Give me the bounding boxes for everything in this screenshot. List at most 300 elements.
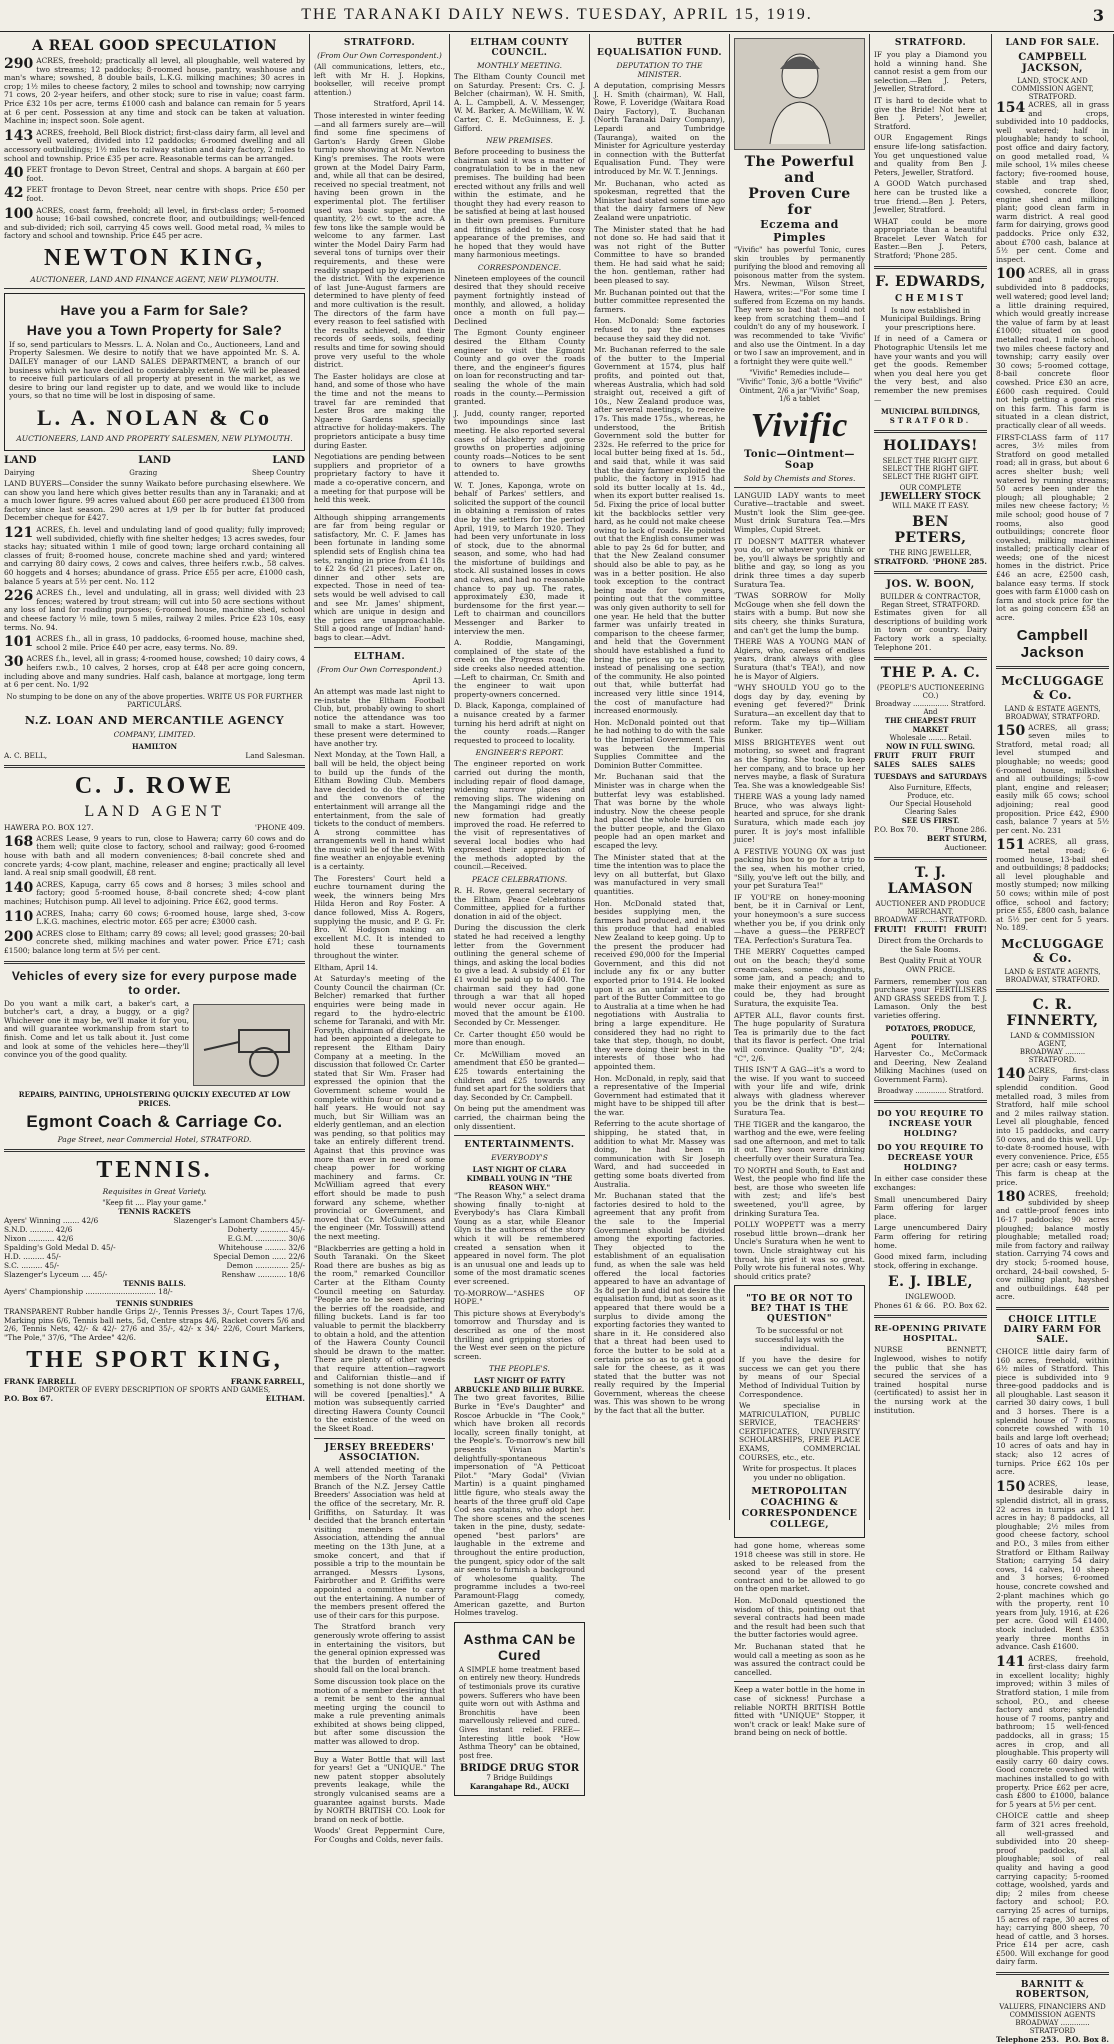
column-3: [450, 34, 590, 1792]
sport-footer: [4, 1394, 305, 1403]
racket-cell: Spalding's Gold Medal D. 45/-: [4, 1242, 116, 1252]
mccluggage-title-2: McCLUGGAGE & Co.: [1001, 936, 1104, 965]
china-advert: [314, 514, 445, 643]
balls-heading: TENNIS BALLS.: [123, 1278, 186, 1288]
peters-title: BEN PETERS,: [894, 514, 967, 547]
racket-cell: Demon .............. 25/-: [226, 1260, 305, 1270]
paragraph: THERE WAS a young lady named Bruce, who was always light-hearted and spruce, for she drank Suratura, which made each joy purer. It is joy's most infallible juice!: [734, 792, 865, 845]
lamason-fruit: FRUIT!: [914, 924, 947, 935]
holidays-will: WILL MAKE IT EASY.: [892, 502, 969, 511]
land-list: [4, 526, 305, 690]
paragraph: Mr. Buchanan pointed out that the butter committee represented the farmers.: [594, 287, 725, 314]
listing-text: ACRES f.h., all in grass, 10 paddocks, 6-roomed house, machine shed, school 2 mile. Price £40 per acre, easy terms. No. 89.: [36, 634, 305, 652]
stratford-correspondent: (From Our Own Correspondent.): [317, 51, 442, 60]
paragraph: Buy a Water Bottle that will last for years! Get a "UNIQUE." The new patent stopper absolutely prevents leakage, while the strongly vulcanised seams are a guarantee against bursts. Made by NORTH BRITISH CO. Look for brand on neck of bottle.: [314, 1754, 445, 1824]
listing-number: 290: [4, 56, 34, 72]
paragraph: An attempt was made last night to re-instate the Eltham Football Club, but, probably owing to short notice the attendance was too small to make a start. However, these present were determined to have another try.: [314, 687, 445, 748]
paragraph: Eltham, April 14.: [314, 962, 379, 972]
listing-item: [996, 1190, 1109, 1302]
mccluggage-address: BROADWAY, STRATFORD.: [1005, 712, 1100, 721]
vivific-heading-1: The Powerful and: [744, 154, 855, 186]
paragraph: THE MERRY Coquettes camped out on the beach; they'd some cream-cakes, some doughnuts, some jam, and a peach; and to make their enjoyment as sure as could be, they had brought Suratura, the exquisite Tea.: [734, 947, 865, 1008]
nolan-ad: [4, 293, 305, 451]
asthma-text: A SIMPLE home treatment based on entirely new theory. Hundreds of testimonials prove its curative powers. Sufferers who have been quite worn out with Asthma and Bronchitis have been marvellously relieved and cured. Gives instant relief. FREE—Interesting little book "How Asthma Theory" can be obtained, post free.: [459, 1665, 580, 1760]
jersey-paragraphs: [314, 1466, 445, 1747]
pac-fruit-row: [874, 751, 987, 769]
paragraph: The engineer reported on work carried out during the month, including repair of flood damage, widening narrow places and removing slips. The widening on the Mangamingi ridge and the new formation had greatly improved the road. He referred to the visit of representatives of several local bodies who had expressed their appreciation of the methods adopted by the council.—Received.: [454, 759, 585, 872]
paragraph: 'TWAS SORROW for Molly McGouge when she fell down the stairs with a bump. But now she sits cheery, she thinks Suratura, and can't get the lump the bump.: [734, 591, 865, 635]
paragraph: A GOOD Watch purchased here can be trusted like a true friend.—Ben J. Peters, Jeweller, Stratford.: [874, 179, 987, 215]
rackets-heading: TENNIS RACKETS: [118, 1206, 191, 1216]
paragraph: "The Reason Why," a select drama showing finally to-night at Everybody's has Clara Kimball Young as a star, while Eleanor Glyn is the authoress of the story which it will be remembered created a sensation when it appeared in novel form. The plot is an unusual one and leads up to some of the most dramatic scenes ever screened.: [454, 1191, 585, 1287]
pac-title: THE P. A. C.: [880, 665, 981, 682]
racket-cell: Renshaw ............ 18/6: [221, 1269, 305, 1279]
listing-text: ACRES, coast farm, freehold; all level, in first-class order; 5-roomed house; 16-bail cowshed, concrete floor, and outbuildings; well-fenced and sub-divided; rich soil, carrying 45 cows well. Good metal road, ¾ miles to factory and school and township. Price £45 per acre.: [4, 205, 305, 241]
masthead: [0, 0, 1114, 32]
listing-item: [4, 129, 305, 163]
speculation-list: [4, 57, 305, 241]
jewel-adverts: [874, 51, 987, 261]
listing-item: [4, 635, 305, 652]
pac-wholesale: Wholesale ........ Retail.: [889, 734, 972, 743]
boon-text: Estimates given for all descriptions of building work in town or country. Dairy Factory work a specialty. Telephone 201.: [874, 608, 987, 652]
boon-subtitle: BUILDER & CONTRACTOR,: [880, 593, 981, 602]
pac-bert: BERT STURM,: [926, 834, 987, 844]
peters-footer: [874, 557, 987, 566]
nzloan-place: HAMILTON: [131, 741, 178, 751]
council-present: [454, 73, 585, 133]
listing-number: 143: [4, 127, 34, 144]
paragraph: A well attended meeting of the members of the North Taranaki Branch of the N.Z. Jersey Cattle Breeders' Association was held at the office of the secretary, Mr. R. Griffiths, on Saturday. It was decided that the branch entertain visiting members of the Association, attending the annual meeting on the 13th June, at a smoke concert, and that if possible a trip to the mountain be arranged. Messrs Lysons, Fairbrother and P. Griffiths were appointed a committee to carry out the entertaining. A number of the members present offered the use of their cars for this purpose.: [314, 1464, 445, 1620]
listing-item: [996, 1480, 1109, 1652]
hospital-text: NURSE BENNETT, Inglewood, wishes to notify the public that she has secured the services of a trained hospital nurse (certificated) to assist her in the nursing work at the institution.: [874, 1345, 987, 1415]
pac-fruit: FRUIT SALES: [949, 751, 976, 770]
edwards-address-2: STRATFORD.: [889, 416, 972, 426]
listing-number: 100: [4, 205, 34, 222]
divider: [314, 647, 445, 648]
sport-owners: [4, 1377, 305, 1386]
paragraph: Those interested in winter feeding—and all farmers surely are—will find some fine specimens of Garton's Hardy Green Globe turnip now showing at Mr. Newton King's premises. The roots were grown at the Model Dairy Farm, and, while all that can be desired, received no special treatment, not having been grown in the experimental plot. The fertiliser used was basic super, and the quantity, 2½ cwt. to the acre. A few tons like the sample would be welcome to any farmer. Last winter the Model Dairy Farm had several tons of turnips over their requirements, and these were readily snapped up by dairymen in the district. With the experience of last June-August farmers are determined to have plenty of feed and more cultivation is the result. The directors of the farm have every reason to feel satisfied with the results achieved, and their records of seeds, soils, feeding results and time for sowing should prove very useful to the whole district.: [314, 110, 445, 370]
newton-king-subtitle: AUCTIONEER, LAND AND FINANCE AGENT, NEW PLYMOUTH.: [30, 274, 279, 284]
holidays-line: SELECT THE RIGHT GIFT.: [882, 473, 979, 482]
college-name: METROPOLITAN COACHING & CORRESPONDENCE COLLEGE,: [741, 1486, 858, 1531]
racket-row: [4, 1252, 305, 1261]
ible-title: E. J. IBLE,: [888, 1274, 973, 1291]
listing-number: 150: [996, 1478, 1026, 1495]
ible-box: P.O. Box 62.: [942, 1301, 987, 1311]
sport-king-title: THE SPORT KING,: [26, 1346, 283, 1373]
divider: [874, 430, 987, 433]
entertainments-heading: ENTERTAINMENTS.: [464, 1140, 575, 1151]
listing-item: [4, 57, 305, 126]
racket-row: [4, 1234, 305, 1243]
nolan-question-2: Have you a Town Property for Sale?: [26, 321, 283, 338]
holidays-line: SELECT THE RIGHT GIFT.: [882, 457, 979, 466]
paragraph: At Saturday's meeting of the County Council the chairman (Cr. Belcher) remarked that further enquiries were being made in regard to the hydro-electric scheme for Taranaki, and with Mr. Forsyth, chairman of directors, he had been appointed a delegate to represent the Eltham Dairy Company at a meeting. In the discussion that followed Cr. Carter stated that Sir Wm. Fraser had expressed the opinion that the Government scheme would be complete within four or four and a half years. He would not say much, but Sir William was an elderly gentleman, and an election was pending, so that politics may take an entirely different trend. Against that this province was more than ever in need of some cheap power for working machinery and farms. Cr. McWilliam agreed that every effort should be made to push forward any scheme, whether provincial or Government, and moved that Cr. McGuinness and the engineer (Mr. Tosswill) attend the next meeting.: [314, 974, 445, 1241]
divider: [996, 666, 1109, 669]
listing-item: [4, 207, 305, 241]
pac-day: SATURDAYS: [938, 772, 987, 782]
listing-text: ACRES, lease, desirable dairy in splendid district, all in grass, 22 acres in turnips and 12 acres in hay; 8 paddocks, all ploughable; 2½ miles from good cheese factory, school and P.O., 3 miles from either Stratford or Eltham Railway Station; carrying 54 dairy cows, 14 calves, 10 sheep and 3 horses; 6-roomed house, concrete cowshed and 2-plant machines which go with the property, rent 10 years from July, 1916, at £26 per acre. Good will £1400, stock included. Rent £353 yearly three months in advance. Cash £1600.: [996, 1478, 1109, 1652]
vivific-logo: Vivific: [750, 406, 849, 444]
paragraph: Referring to the acute shortage of shipping, he stated that, in addition to what Mr. Massey was doing, he had been in communication with Sir Joseph Ward, and had succeeded in getting some boats diverted from Australia.: [594, 1119, 725, 1189]
lamason-subtitle: AUCTIONEER AND PRODUCE MERCHANT.: [875, 900, 986, 917]
racket-row: [4, 1216, 305, 1225]
paragraph: OUR Engagement Rings ensure life-long satisfaction. You get unquestioned value and quality from Ben J. Peters, Jeweller, Stratford.: [874, 133, 987, 177]
racket-cell: Ayers' Winning ....... 42/6: [4, 1215, 99, 1225]
paragraph: Hon. McDonald pointed out that he had nothing to do with the sale to the Imperial Government. This was between the Imperial Supplies Committee and the Dominion Butter Committee.: [594, 717, 725, 770]
column-4: [590, 34, 730, 1520]
sport-right: FRANK FARRELL,: [230, 1376, 305, 1386]
listing-number: 101: [4, 634, 34, 651]
listing-text: ACRES, all in grass and crops, subdivided into 10 paddocks, well watered; half in ploughable; handy to school, post office and dairy factory, on good metalled road, ¼ mile school, 1¼ miles cheese factory; five-roomed house, stable and trap shed, cowshed, concrete floor, engine shed and milking plant; good clean farm in warm district. A real good farm for dairying, grows good paddocks. Price only £32, about £700 cash, balance at 5½ per cent. Come and inspect.: [996, 100, 1109, 264]
increase-heading: DO YOU REQUIRE TO INCREASE YOUR HOLDING?: [877, 1108, 984, 1139]
more-farms-list: [996, 1480, 1109, 1967]
paragraph: Next Monday, at the Town Hall, a ball will be held, the object being to build up the funds of the Eltham Bowling Club. Members have decided to do the catering and the convenors of the entertainment will arrange all the entertainment, from the sale of tickets to the conduct of members. A strong committee has arrangements well in hand whilst the music will be of the best. With fine weather an enjoyable evening is a certainty.: [314, 750, 445, 872]
page-number: 3: [1092, 6, 1104, 25]
peters-phone: 'PHONE 285.: [932, 557, 987, 567]
finnerty-list: [996, 1067, 1109, 1302]
racket-cell: Nixon ........... 42/6: [4, 1233, 74, 1243]
divider: [734, 487, 865, 488]
peace-subheading: PEACE CELEBRATIONS.: [471, 875, 568, 885]
col6-heading: STRATFORD.: [894, 38, 967, 48]
paragraph: Large unencumbered Dairy Farm offering for retiring home.: [874, 1223, 987, 1250]
listing-number: 110: [4, 908, 34, 925]
racket-row: [4, 1243, 305, 1252]
mccluggage-title: McCLUGGAGE & Co.: [1001, 673, 1104, 702]
eltham-heading: ELTHAM.: [353, 651, 406, 662]
edwards-title: F. EDWARDS,: [875, 273, 986, 290]
column-6: [870, 34, 992, 1520]
divider: [874, 266, 987, 269]
listing-text: ACRES, all in grass and crops; subdivided into 8 paddocks, well watered; good level land; a little draining required, which would greatly increase the value of farm by at least £1000; situated on good metalled road, 1 mile school, two miles cheese factory and township; carry easily over 30 cows; 5-roomed cottage, 8-bail concrete floor cowshed. Price £30 an acre, £600 cash required. Could not help getting a good rise on this farm. This farm is situated in a clean district, practically clear of all weeds.: [996, 266, 1109, 430]
cart-illustration: [193, 1004, 305, 1086]
land-buyers-text: LAND BUYERS—Consider the sunny Waikato before purchasing elsewhere. We can show you land here which gives better results than any in Taranaki; and at a much lower figure. 99 acres valued about £60 per acre produced £1300 from factory since last season. 290 acres at 1/9 per lb for butter fat produced December cheque for £427.: [4, 479, 305, 523]
butter-tail-paragraphs: [734, 1542, 865, 1677]
listing-item: [996, 267, 1109, 430]
rowe-phone: 'PHONE 409.: [254, 822, 305, 832]
tobe-text-3: We specialise in MATRICULATION, PUBLIC SERVICE, TEACHERS' CERTIFICATES, UNIVERSITY SCHOLARSHIPS, FREE PLACE EXAMS, COMMERCIAL COURSES, etc., etc.: [739, 1401, 860, 1462]
paragraph: Hon. McDonald: Some factories refused to pay the expenses because they said they did not.: [594, 316, 725, 343]
paragraph: A deputation, comprising Messrs J. H. Smith (chairman), W. Hall, Rowe, F. Loveridge (Waitara Road Dairy Factory), T. Buchanan (North Taranaki Dairy Company), Lepardi and Tumbridge (Tauranga), waited on the Minister for Agriculture yesterday in connection with the Butterfat Equalisation Fund. They were introduced by Mr. W. T. Jennings.: [594, 81, 725, 176]
rowe-contact: [4, 823, 305, 832]
tennis-subtitle: Requisites in Great Variety.: [102, 1186, 207, 1196]
paragraph: Mr. Buchanan referred to the sale of the butter to the Imperial Government at 1574, plus half profits, and pointed out that, whereas Australia, which had sold straight out, received a gift of 10s., New Zealand produce was, after several meetings, to receive 17s. This made 175s., whereas, he understood, the British Government sold the butter for 232s. He referred to the price for local butter being fixed at 1s. 5d., and said that, while it was said that the dairy farmer exploited the public, the factory in 1915 had sold its butter locally at 1s. 4d., when its export butter realised 1s. 5d. Fixing the price of local butter kit the backblocks settler very hard, as he could not make cheese owing to lack of roads. He pointed out that the English consumer was able to pay 2s 6d for butter, and that the New Zealand consumer should also be able to pay, as he was in a better position. He also took exception to the contract being made for two years, pointing out that the committee was only given authority to sell for one year. He held that the butter farmer was unfairly treated in comparison to the cheese farmer, and held that the Government should have established a fund to bring the prices up to a parity, instead of penalising one section of the community. He also pointed out that, while butterfat had increased very little since 1914, the cost of manufacture had increased enormously.: [594, 345, 725, 716]
edwards-address-1: MUNICIPAL BUILDINGS,: [880, 407, 981, 417]
mccluggage-address-2: BROADWAY, STRATFORD.: [1005, 975, 1100, 984]
peace-paragraphs: [454, 887, 585, 1131]
nzloan-right: Land Salesman.: [245, 750, 305, 760]
listing-number: 141: [996, 1653, 1026, 1670]
tobe-title: "TO BE OR NOT TO BE? THAT IS THE QUESTION": [746, 1294, 853, 1325]
listing-item: [996, 434, 1109, 623]
listing-number: 154: [996, 100, 1026, 116]
divider: [996, 1307, 1109, 1310]
pac-special: Our Special Household Clearing Sales: [889, 800, 972, 817]
paragraph: Cr. McWilliam moved an amendment that £50 be granted—£25 towards entertaining the children and £25 towards any fund set apart for the soldiers that day. Seconded by Cr. Campbell.: [454, 1049, 585, 1102]
listing-item: [996, 101, 1109, 264]
paragraph: D. Black, Kaponga, complained of a nuisance created by a farmer turning his herd adrift at night on the county roads.—Ranger requested to proceed to locality.: [454, 701, 585, 745]
paragraph: J. Judd, county ranger, reported two impoundings since last meeting. He also reported several cases of blackberry and gorse growths on properties adjoining county roads—Notices to be sent to owners to have growths attended to.: [454, 408, 585, 478]
finnerty-address: BROADWAY ......... STRATFORD.: [1019, 1047, 1086, 1064]
sundries-heading: TENNIS SUNDRIES: [115, 1299, 194, 1309]
lamason-potatoes: POTATOES, PRODUCE, POULTRY.: [885, 1023, 976, 1042]
paragraph: Mr. Buchanan stated that he would call a meeting as soon as he was assured the contract could be cancelled.: [734, 1641, 865, 1677]
holidays-stock: JEWELLERY STOCK: [880, 492, 981, 503]
eltham-date: April 13.: [412, 675, 445, 685]
land-word: LAND: [272, 455, 305, 467]
masthead-title: THE TARANAKI DAILY NEWS. TUESDAY, APRIL 15, 1919.: [301, 6, 813, 23]
peoples-title: LAST NIGHT OF FATTY ARBUCKLE AND BILLIE BURKE.: [454, 1376, 585, 1395]
listing-text: ACRES, Inaha; carry 60 cows; 6-roomed house, large shed, 3-cow L.K.G. machines, electric motor. £65 per acre; £3000 cash.: [36, 908, 305, 927]
paragraph: This picture shows at Everybody's tomorrow and Thursday and is described as one of the most thrilling and gripping stories of the West ever seen on the picture screen.: [454, 1308, 585, 1361]
boon-address: Regan Street, STRATFORD.: [881, 601, 980, 610]
stratford-note: (All communications, letters, etc., left with Mr H. J. Hopkins, bookseller, will receive prompt attention.): [314, 63, 445, 97]
racket-row: [4, 1270, 305, 1279]
asthma-address-2: Karangahape Rd., AUCKI: [469, 1782, 570, 1792]
eltham-correspondent: (From Our Own Correspondent.): [317, 664, 442, 674]
finnerty-subtitle: LAND & COMMISSION AGENT,: [1010, 1031, 1095, 1048]
pac-subtitle: (PEOPLE'S AUCTIONEERING CO.): [876, 684, 985, 701]
pac-auct-row: [874, 843, 987, 852]
pac-fruit: FRUIT SALES: [874, 751, 900, 770]
ible-subtitle: INGLEWOOD.: [905, 1293, 956, 1302]
sport-town: ELTHAM.: [265, 1393, 305, 1403]
vivific-tagline: Tonic—Ointment—Soap: [744, 448, 855, 471]
pac-see: SEE US FIRST.: [901, 816, 960, 826]
listing-number: 42: [4, 185, 24, 202]
listing-text: FEET frontage to Devon Street, near centre with shops. Price £50 per foot.: [26, 185, 305, 203]
racket-cell: Whitehouse ......... 32/6: [218, 1242, 305, 1252]
pac-cheapest: THE CHEAPEST FRUIT MARKET: [884, 716, 977, 735]
listing-item: [4, 166, 305, 183]
tobe-ad: [734, 1285, 865, 1538]
listing-item: [4, 655, 305, 689]
paragraph: Although shipping arrangements are far from being regular or satisfactory, Mr. C. F. James has been fortunate in landing some splendid sets of English china tea sets, ranging in price from £1 18s to £2 2s 6d (21 pieces). Later on, dinner and other sets are expected. Those in need of tea-sets would be well advised to call and see Mr. James' shipment, which are unique in design and the prices are unapproachable. Still a good range of Indian' hand-bags to clear.—Advt.: [314, 512, 445, 642]
cj-subtitle: LAND, STOCK AND COMMISSION AGENT, STRATFORD.: [1011, 77, 1094, 101]
nolan-subtitle: AUCTIONEERS, LAND AND PROPERTY SALESMEN, NEW PLYMOUTH.: [16, 434, 293, 444]
land-type: Dairying: [4, 469, 35, 478]
newton-king-title: NEWTON KING,: [44, 244, 265, 271]
lamason-fruit: FRUIT!: [954, 924, 987, 935]
paragraph: MISS BRIGHTEYES went out motoring, so sweet and fragrant as the Spring. She took, to keep her company, and to brace up her nerves maybe, a flask of Suratura Tea. She was a knowledgeable Sis!: [734, 737, 866, 790]
paragraph: POLLY WOPPETT was a merry rosebud little brown—drank her Uncle's Suratura when he went to town. Uncle straightway cut his throat, his grief it was so great. Polly wrote his funeral notes. Why should critics prate?: [734, 1220, 865, 1281]
column-2-adverts: [314, 1756, 445, 1845]
divider: [996, 989, 1109, 992]
water-bottle-ad: Keep a water bottle in the home in case of sickness! Purchase a reliable NORTH BRITISH Bottle fitted with "UNIQUE" Stopper, it won't crack or leak! Make sure of brand being on neck of bottle.: [734, 1685, 865, 1738]
listing-text: ACRES, first-class Dairy Farms, in splendid condition. Good metalled road, 3 miles from Stratford, half mile school and 2 miles railway station. Level all ploughable, fenced into 15 paddocks, and carry 50 cows, and do this well. Up-to-date 8-roomed house, with every convenience. Price, £55 per acre; cash or easy terms. This farm is cheap at the price.: [996, 1065, 1109, 1187]
listing-item: [4, 910, 305, 927]
council-heading: ELTHAM COUNTY COUNCIL.: [470, 38, 569, 58]
lamason-footer: Broadway .............. Stratford.: [877, 1087, 984, 1096]
mccluggage-subtitle: LAND & ESTATE AGENTS,: [1004, 704, 1101, 713]
pac-phone: 'Phone 286.: [942, 825, 987, 835]
pac-also: Also Furniture, Effects, Produce, etc.: [889, 784, 972, 801]
stratford-heading: STRATFORD.: [343, 38, 416, 48]
lamason-fruit-row: [874, 924, 987, 934]
vehicles-body: [4, 1000, 305, 1090]
listing-item: [4, 526, 305, 586]
sport-subtitle: IMPORTER OF EVERY DESCRIPTION OF SPORTS AND GAMES,: [38, 1385, 271, 1394]
listing-number: 140: [996, 1065, 1026, 1082]
paragraph: The Foresters' Court held a euchre tournament during the week, the winners being Mrs Hilda Heron and Roy Foster. A dance followed, Miss A. Rogers, supplying the music, and P. G. Fr. Bro. W. Hodgson making an excellent M.C. It is intended to hold these tournaments throughout the winter.: [314, 873, 445, 960]
vivific-text: "Vivific" has powerful Tonic, cures skin troubles by permanently purifying the blood and removing all poisonous matter from the system. Mrs. Newman, Wilson Street, Hawera, writes:—"For some time I suffered from Eczema on my hands. They were so bad that I could not keep from scratching them—and I couldn't do any of my housework. I was recommended to take 'Vivific' and also use the Ointment. In a day or two I saw an improvement, and in a fortnight they were quite well.": [734, 246, 865, 366]
paragraph: Mr. Buchanan said that the Minister was in charge when the butterfat levy was established. That was borne by the whole industry. Now the cheese people had placed the whole burden on the butter people, and the Glaxo people had an open market and escaped the levy.: [594, 772, 725, 851]
paragraph: THIS ISN'T A GAG—it's a word to the wise. If you want to succeed with your life and wife, drink always with gladness wherever you be the drink that is best—Suratura Tea.: [734, 1065, 865, 1118]
divider: [4, 765, 305, 768]
egmont-title: Egmont Coach & Carriage Co.: [26, 1111, 283, 1131]
everybodys-title: LAST NIGHT OF CLARA KIMBALL YOUNG IN "THE REASON WHY.": [466, 1165, 573, 1193]
paragraph: Mr. Buchanan, who acted as spokesman, regretted that the Minister had stated some time ago that the dairy farmers of New Zealand were unpatriotic.: [594, 178, 725, 222]
listing-item: [4, 589, 305, 632]
racket-cell: S.C. ......... 45/-: [4, 1260, 60, 1270]
paragraph: TO-MORROW—"ASHES OF HOPE.": [454, 1288, 585, 1307]
paragraph: On being put the amendment was carried, the chairman being the only dissentient.: [454, 1104, 585, 1131]
col7-heading: LAND FOR SALE.: [1005, 38, 1100, 48]
listing-item: [996, 838, 1109, 933]
peters-town: STRATFORD.: [874, 557, 929, 567]
premises-paragraphs: [454, 148, 585, 260]
nzloan-footer: [4, 751, 305, 760]
boon-title: JOS. W. BOON,: [886, 579, 975, 591]
decrease-heading: DO YOU REQUIRE TO DECREASE YOUR HOLDING?: [877, 1142, 984, 1173]
listing-item: [996, 724, 1109, 836]
listing-text: ACRES, all grass, metal road; 6-roomed house, 13-bail shed and outbuildings; 8 paddocks; all level ploughable and mostly stumped; now milking 50 cows; within mile of post office, school and factory; price £55, £800 cash, balance at 5½ per cent for 5 years. No. 189.: [996, 837, 1109, 933]
paragraph: AFTER ALL, flavor counts first. The huge popularity of Suratura Tea is primarily due to the fact that its flavor is perfect. One trial will convince. Quality "D", 2/4; "C", 2/6.: [734, 1010, 865, 1063]
barnitt-title: BARNITT & ROBERTSON,: [1015, 1980, 1090, 2001]
pac-day: and: [920, 772, 935, 782]
listing-item: [4, 186, 305, 203]
listing-number: 30: [4, 654, 24, 671]
paragraph: R. H. Rowe, general secretary of the Eltham Peace Celebrations Committee, applied for a further donation in aid of the object.: [454, 886, 585, 921]
land-type: Grazing: [129, 469, 158, 478]
divider: [4, 961, 305, 964]
paragraph: THERE WAS A YOUNG MAN of Algiers, who, careless of endless years, drank always with glee Suratura (that's TEA!), and now he is Mayor of Algiers.: [734, 637, 865, 681]
listing-text: ACRES close to Eltham; carry 89 cows; all level; good grasses; 20-bail concrete shed, milking machines and water power. Price £71; cash £1500; balance long term at 5½ per cent.: [4, 928, 305, 955]
nzloan-company: COMPANY, LIMITED.: [113, 729, 196, 739]
nolan-title: L. A. NOLAN & Co: [36, 405, 272, 431]
asthma-ad: [454, 1622, 585, 1797]
balls-line: Ayers' Championship .............................. 18/-: [4, 1286, 173, 1296]
divider: [996, 1972, 1109, 1975]
divider: [314, 509, 445, 510]
rackets-table: [4, 1216, 305, 1279]
racket-cell: Slazenger's Lamont Chambers 45/-: [173, 1215, 305, 1225]
listing-text: ACRES, freehold, first-class dairy farm in excellent locality; highly improved; within 3 miles of Stratford station, 1 mile from school, P.O., and cheese factory and store; splendid house of 7 rooms, pantry and bathroom; 15 well-fenced paddocks, all in grass; 15 acres in crop, and all ploughable. This property will easily carry 60 dairy cows. Good concrete cowshed with machines installed to go with property. Price £62 per acre, cash £800 to £1000, balance for 5 years at 5½ per cent.: [996, 1653, 1109, 1809]
correspondence-subheading: CORRESPONDENCE.: [477, 262, 562, 272]
tobe-text-4: Write for prospectus. It places you under no obligation.: [742, 1464, 857, 1482]
rowe-subtitle: LAND AGENT: [84, 803, 225, 820]
lamason-title: T. J. LAMASON: [887, 865, 974, 898]
finnerty-title: C. R. FINNERTY,: [1006, 996, 1099, 1029]
land-word: LAND: [138, 455, 171, 467]
choice-heading: CHOICE LITTLE DAIRY FARM FOR SALE.: [1003, 1314, 1102, 1345]
racket-row: [4, 1261, 305, 1270]
lamason-farmers: Farmers, remember you can purchase your FERTILISERS AND GRASS SEEDS from T. J. Lamason. Only the best varieties offering.: [874, 976, 987, 1020]
listing-number: 121: [4, 525, 34, 541]
racket-cell: S.N.D. .......... 42/6: [4, 1224, 73, 1234]
paragraph: WHAT could be more appropriate than a beautiful Bracelet Lever Watch for Easter.—Ben J. Peters, Stratford; 'Phone 285.: [874, 216, 987, 261]
paragraph: IT is hard to decide what to give the Bride! Not here at Ben J. Peters', Jeweller, Stratford.: [874, 95, 987, 131]
listing-item: [996, 1812, 1109, 1967]
ible-contact: [874, 1301, 987, 1310]
listing-text: CHOICE cattle and sheep farm of 321 acres freehold, all well-grassed and subdivided into 20 sheep-proof paddocks, all ploughable; soil of real quality and having a good carrying capacity; 5-roomed cottage, woolshed, yards and dip; 2 miles from cheese factory and school; P.O. carrying 25 acres of turnips, 15 acres of rape, 30 acres of hay; carrying 800 sheep, 70 head of cattle, and 3 horses. Price £14 per acre, cash £500. Will exchange for good dairy farm.: [996, 1811, 1109, 1967]
cart-icon: [199, 1010, 299, 1080]
tennis-slogan: "Keep fit .... Play your game.": [102, 1198, 207, 1207]
cj-list: [996, 101, 1109, 623]
listing-number: 151: [996, 837, 1026, 854]
listing-item: [4, 881, 305, 907]
divider: [454, 1135, 585, 1136]
paragraph: LANGUID LADY wants to meet Curative—tractable and sweet. Mustn't look the Slim gee-gee. Must drink Suratura Tea.—Mrs Wimples, Cupid Street.: [734, 490, 865, 535]
council-subheading: MONTHLY MEETING.: [476, 61, 563, 70]
listing-number: 168: [4, 833, 34, 850]
holding-paragraphs: [874, 1175, 987, 1270]
paragraph: The Minister stated that at the time the intention was to place the levy on all butterfat, but Glaxo was manufactured in very small quantities.: [594, 852, 725, 897]
rowe-title: C. J. ROWE: [74, 772, 235, 799]
vivific-heading-2: Proven Cure for: [748, 186, 851, 218]
paragraph: Mr. Buchanan stated that the factories desired to hold to the agreement that any profit from the sale to the Imperial Government should be divided among the exporting factories. They objected to the establishment of an equalisation fund, as when the sale was held offered the local factories appeared to have an advantage of 3s 8d per lb and did not desire the equalisation fund, but as soon as it appeared that there would be a surplus to divide among the exporting factories they wanted to share in it. He considered also that a threat had been used to force the butter to be sold at a certain price so as to get a good sale for the cheese, as it was stated that the butter was not really required by the Imperial Government, whereas the cheese was. This was shown to be wrong by the fact that all the butter.: [594, 1191, 725, 1416]
peters-subtitle: THE RING JEWELLER,: [889, 549, 972, 558]
listing-text: FIRST-CLASS farm of 117 acres, 3½ miles from Stratford on good metalled road; all in grass, but about 6 acres shelter bush; well watered by running streams; 50 acres been under the plough; all ploughable; 2 miles new cheese factory; ½ mile school; good house of 7 rooms, also good outbuildings; concrete floor cowshed, milking machines installed; practically clear of weeds; one of the nicest homes in the district. Price £46 an acre, £2500 cash, balance easy terms. If stock goes with farm £1000 cash on farm and stock price for the lot as going concern £58 an acre.: [996, 432, 1110, 623]
paragraph: Nineteen employees of the council desired that they should receive payment fortnightly instead of monthly, and allowed, a holiday once a month on full pay.—Declined: [454, 273, 585, 326]
land-footer: No stumping to be done on any of the above properties. WRITE US FOR FURTHER PARTICULARS.: [6, 692, 303, 710]
paragraph: Good mixed farm, including stock, offering in exchange.: [874, 1252, 987, 1270]
racket-cell: Special Demon ...... 22/6: [213, 1251, 305, 1261]
asthma-address: 7 Bridge Buildings: [486, 1774, 553, 1783]
listing-number: 226: [4, 588, 34, 605]
paragraph: W. T. Jones, Kaponga, wrote on behalf of Parkes' settlers, and solicited the support of the council in obtaining a remission of rates due by the settlers for the period April, 1919, to March 1920. They had been very unfortunate in loss of stock, due to the abnormal season, and some, who had had the misfortune of buildings and stock. All sustained losses in cows and calves, and had no reasonable chance to pay up. The rates, approximately £30, made it burdensome for the first year.—Left to chairman and councillors Messenger and Barker to interview the men.: [454, 480, 585, 636]
everybodys-subheading: EVERYBODY'S: [491, 1153, 548, 1163]
paragraph: Hon. McDonald stated that, besides supplying men, the farmers had produced, and it was this produce that had enabled New Zealand to keep going. Up to the present the producer had received £90,000 for the Imperial Government, and this did not include any fix or any butter exported prior to 1914. He looked upon it as an unfair act on the part of the Butter Committee to go to Australia at a time when he had negotiations with Australia to bring a large expenditure. He considered they had no right to take that step, though, no doubt, they were doing their best in the interests of those who had appointed them.: [594, 898, 725, 1071]
paragraph: The Egmont County engineer desired the Eltham County engineer to visit the Egmont County and go over the roads there, and the engineer's figures on loan for reconstructing and tar-sealing the whole of the main roads in the county.—Permission granted.: [454, 328, 585, 407]
everybodys-paragraphs: [454, 1192, 585, 1361]
vivific-heading-3: Eczema and Pimples: [760, 218, 839, 244]
listing-item: [4, 930, 305, 956]
vivific-list: "Vivific" Remedies include— "Vivific" Tonic, 3/6 a bottle "Vivific" Ointment, 2/6 a jar "Vivific" Soap, 1/6 a tablet: [736, 369, 863, 404]
mccluggage-list: [996, 724, 1109, 933]
divider: [314, 1438, 445, 1439]
ible-phone: Phones 61 & 66.: [874, 1301, 936, 1311]
divider: [874, 657, 987, 660]
paragraph: In either case consider these exchanges:: [874, 1174, 987, 1193]
sport-box: P.O. Box 67.: [4, 1393, 54, 1403]
vehicles-heading: Vehicles of every size for every purpose made to order.: [11, 968, 298, 997]
asthma-title: Asthma CAN be Cured: [463, 1630, 576, 1663]
racket-row: [4, 1225, 305, 1234]
lamason-agent: Agent for International Harvester Co., McCormack and Deering, New Zealand Milking Machines (used on Government Farm).: [874, 1040, 987, 1084]
holidays-title: HOLIDAYS!: [883, 438, 978, 455]
correspondence-paragraphs: [454, 275, 585, 745]
divider: [874, 857, 987, 860]
racket-cell: E.G.M. ............. 30/6: [227, 1233, 305, 1243]
paragraph: The two great favorites, Billie Burke in "Eve's Daughter" and Roscoe Arbuckle in "The Cook," which have broken all records locally, screen finally tonight, at the People's. To-morrow's new bill presents Vivian Martin's delightfully-spontaneous impersonation of "A Petticoat Pilot." "Mary Godal" (Vivian Martin) is a quaint pinghamed little figure, who steals away the hearts of the three gruff old Cape Cod sea captains, who adopt her. The shore scenes and the scenes taken in the pine, dusty, sedate-opened "best parlors" are laughable in the extreme and throughout the entire production, the pungent, spicy odor of the salt air seems to furnish a background of wholesome quality. The programme includes a two-reel Paramount-Flagg comedy, American gazette, and Burton Holmes travelog.: [454, 1393, 585, 1618]
listing-item: [996, 1655, 1109, 1810]
pac-box: P.O. Box 70.: [874, 825, 919, 835]
land-word: LAND: [4, 455, 37, 467]
paragraph: Cr. Carter thought £50 would be more than enough.: [454, 1029, 585, 1048]
paragraph: "WHY SHOULD YOU go to the dogs day by day, evening by evening get fevered?" Drink Suratura—an excellent day that to reform. Take my tip—William Bunker.: [734, 683, 865, 736]
deputation-subheading: DEPUTATION TO THE MINISTER.: [616, 61, 703, 79]
divider: [734, 1681, 865, 1682]
woman-illustration: [734, 38, 865, 150]
land-words: [4, 455, 305, 466]
premises-subheading: NEW PREMISES.: [486, 136, 553, 146]
stratford-paragraphs: [314, 112, 445, 505]
listing-text: ACRES f.h., level and undulating, all in grass; well divided with 23 fences; watered by trout stream; will cut into 50 acre sections without any loss of land for roading purposes; 6-roomed house, machine shed, school and cheese factory ½ mile, town 5 miles, railway 2 miles. Price £23 10s, easy terms. No. 94.: [4, 588, 305, 632]
listing-text: ACRES, freehold; practically all level, all ploughable, well watered by two streams; 12 paddocks; 8-roomed house, pantry, washhouse and man's whare; sowshed, 8 double bails, L.K.G. milking machines; 30 acres in crop; 1½ miles to cheese factory, 2 miles to school and township; now carrying 71 cows, 20 2-year heifers, and other stock; sure to rise in value; coast farm. Price £32 10s per acre, terms £1000 cash and balance can remain for 5 years at 6 per cent. Possession at any time and stock can be taken at valuation. Machine in; inspect soon. Sole agent.: [4, 56, 305, 126]
